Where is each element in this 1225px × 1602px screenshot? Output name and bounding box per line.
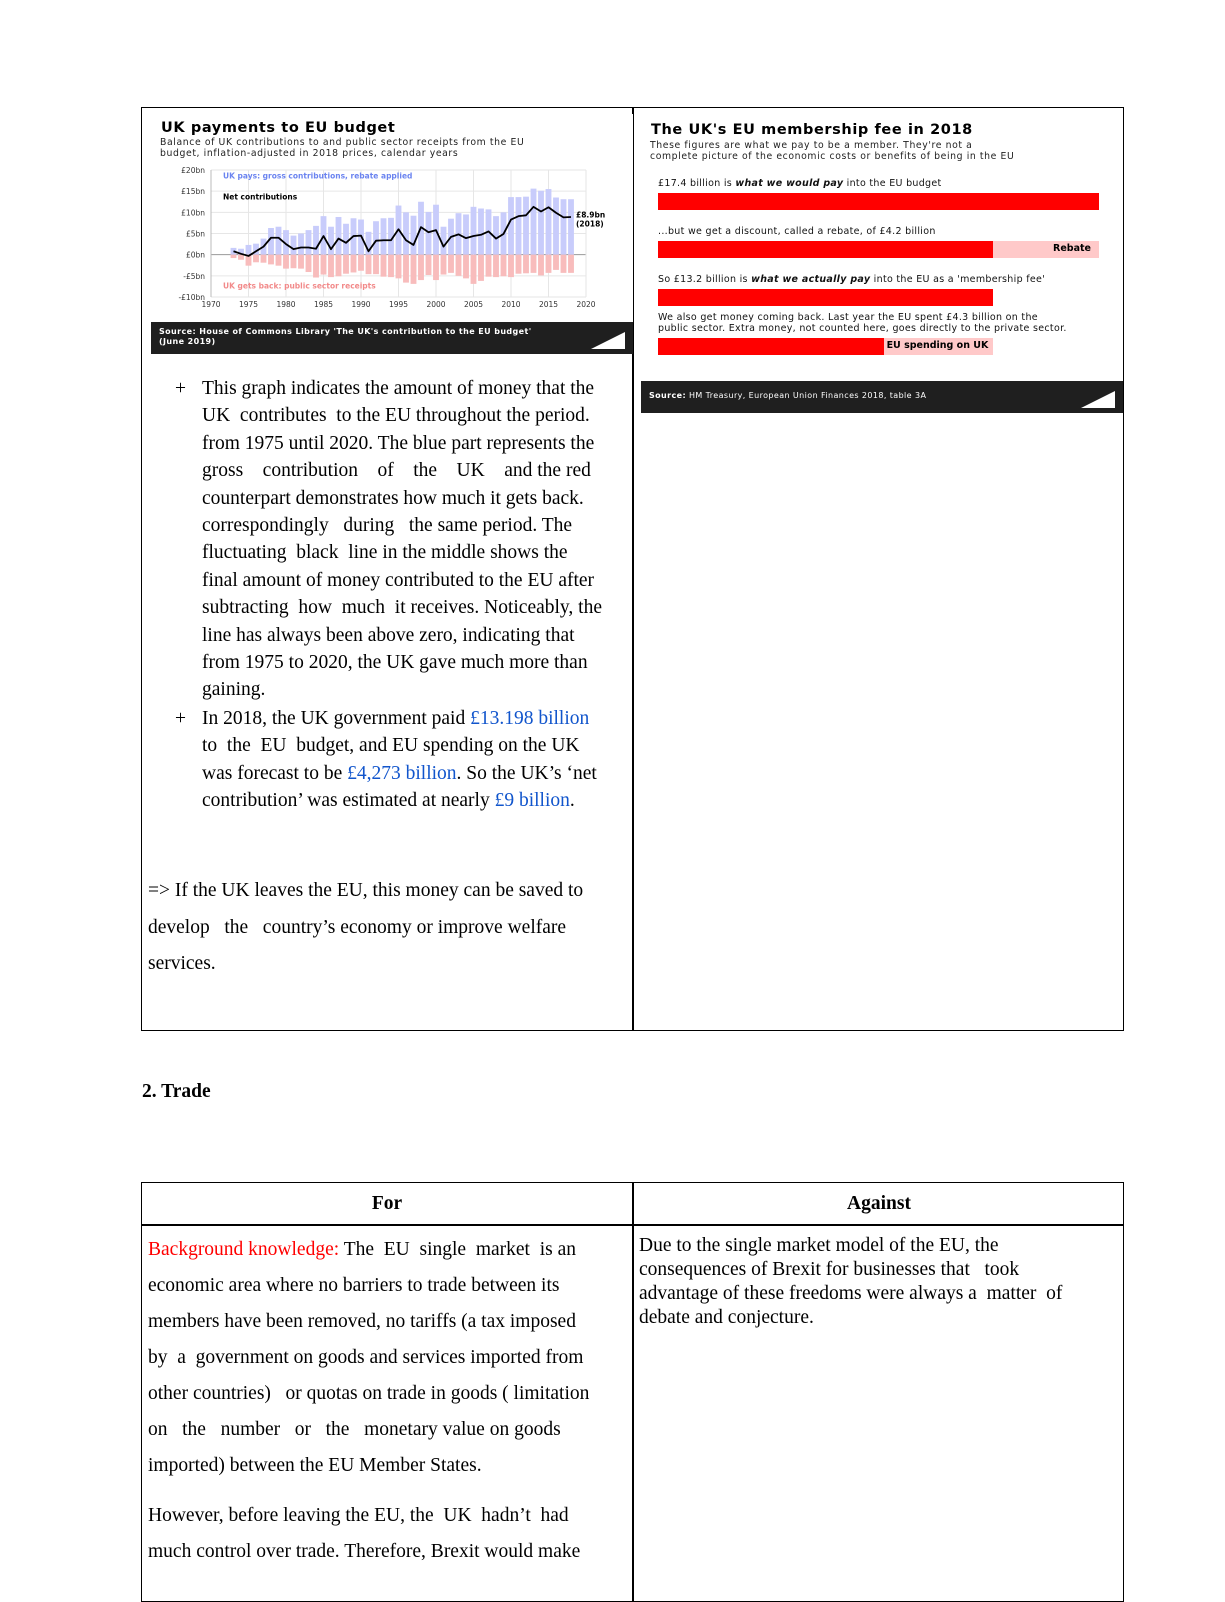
bar-public-receipts xyxy=(328,255,334,277)
bullet-line: counterpart demonstrates how much it gets back. xyxy=(202,487,584,509)
bullet-2018-figures xyxy=(175,705,632,815)
eu-spending-label: EU spending on UK xyxy=(886,340,989,351)
annotation-net: Net contributions xyxy=(223,192,298,202)
x-tick-label: 1980 xyxy=(276,300,296,309)
bar-gross-contribution xyxy=(463,214,469,254)
bar-public-receipts xyxy=(448,255,454,273)
for-line: by a government on goods and services imported from xyxy=(148,1347,584,1368)
bullet-line: to the EU budget, and EU spending on the UK xyxy=(202,735,580,757)
bar-gross-contribution xyxy=(403,212,409,254)
right-chart-source-bar xyxy=(641,381,1123,413)
bar-public-receipts xyxy=(441,255,447,275)
y-tick-label: -£5bn xyxy=(183,271,205,281)
bullet-marker: + xyxy=(175,708,186,729)
bar-public-receipts xyxy=(456,255,462,276)
x-tick-label: 1985 xyxy=(313,300,334,309)
bullet-line: gaining. xyxy=(202,679,266,701)
bar-public-receipts xyxy=(568,255,574,273)
bar-public-receipts xyxy=(493,255,499,277)
bar-public-receipts xyxy=(351,255,357,273)
left-chart-source-line: Source: House of Commons Library 'The UK's contribution to the EU budget' xyxy=(159,327,532,336)
bar-gross-contribution xyxy=(561,199,567,254)
bar-after-rebate xyxy=(658,241,993,258)
row-label-would-pay: £17.4 billion is what we would pay into the EU budget xyxy=(658,178,942,189)
bar-public-receipts xyxy=(418,255,424,280)
x-tick-label: 2015 xyxy=(538,300,559,309)
bar-public-receipts xyxy=(433,255,439,280)
against-line: debate and conjecture. xyxy=(639,1307,814,1328)
bar-public-receipts xyxy=(343,255,349,274)
for-cell-text xyxy=(148,1232,623,1570)
bar-gross-contribution xyxy=(276,227,282,255)
highlight-net-contribution: £9 billion xyxy=(494,790,570,812)
text: contribution’ was estimated at nearly xyxy=(202,790,495,812)
bar-public-receipts xyxy=(321,255,327,275)
bar-public-receipts xyxy=(486,255,492,277)
y-tick-label: £15bn xyxy=(181,187,205,197)
bar-gross-contribution xyxy=(298,234,304,255)
bar-gross-contribution xyxy=(381,218,387,254)
bar-gross-contribution xyxy=(568,199,574,254)
for-line: on the number or the monetary value on goods xyxy=(148,1419,561,1440)
bar-gross-contribution xyxy=(306,230,312,255)
bullet-line: This graph indicates the amount of money that the xyxy=(202,378,595,399)
bar-public-receipts xyxy=(531,255,537,273)
bullet-line: line has always been above zero, indicating that xyxy=(202,624,575,646)
y-tick-label: -£10bn xyxy=(178,293,205,302)
bar-public-receipts xyxy=(253,255,259,263)
y-tick-label: £0bn xyxy=(185,250,205,260)
bar-public-receipts xyxy=(283,255,289,269)
row-label-line: We also get money coming back. Last year the EU spent £4.3 billion on the xyxy=(658,312,1038,323)
highlight-eu-spending: £4,273 billion xyxy=(347,762,457,784)
bar-public-receipts xyxy=(298,255,304,269)
y-tick-label: £20bn xyxy=(181,166,205,175)
for-line: much control over trade. Therefore, Brexit would make xyxy=(148,1541,581,1562)
bar-gross-contribution xyxy=(516,197,522,255)
right-chart-subtitle-line: These figures are what we pay to be a member. They're not a xyxy=(650,140,973,151)
bar-public-receipts xyxy=(561,255,567,273)
left-chart-source-line: (June 2019) xyxy=(159,337,216,346)
against-line: advantage of these freedoms were always a matter of xyxy=(639,1283,1063,1304)
bar-public-receipts xyxy=(313,255,319,278)
right-chart-subtitle-line: complete picture of the economic costs or benefits of being in the EU xyxy=(650,150,1015,162)
bar-gross-contribution xyxy=(291,236,297,255)
bar-public-receipts xyxy=(291,255,297,269)
section-heading-trade: 2. Trade xyxy=(142,1081,211,1102)
bar-gross-contribution xyxy=(411,216,417,255)
bar-gross-contribution xyxy=(246,245,252,255)
bar-public-receipts xyxy=(478,255,484,281)
for-line: members have been removed, no tariffs (a tax imposed xyxy=(148,1311,576,1332)
for-line: Background knowledge: The EU single market is an xyxy=(148,1239,577,1260)
for-line: economic area where no barriers to trade between its xyxy=(148,1275,560,1296)
bar-public-receipts xyxy=(336,255,342,277)
bar-gross-contribution xyxy=(538,191,544,255)
bar-gross-contribution xyxy=(373,221,379,254)
x-tick-label: 1970 xyxy=(201,300,221,309)
bar-net-fee xyxy=(658,338,884,355)
highlight-amount-paid: £13.198 billion xyxy=(470,708,590,729)
bar-public-receipts xyxy=(388,255,394,277)
left-chart-title: UK payments to EU budget xyxy=(161,120,396,136)
row-label-actually-pay: So £13.2 billion is what we actually pay into the EU as a 'membership fee' xyxy=(658,274,1046,285)
bullet-line: fluctuating black line in the middle shows the xyxy=(202,542,568,564)
rebate-label: Rebate xyxy=(1053,243,1091,254)
full-fact-logo-icon xyxy=(1079,389,1117,409)
y-tick-label: £10bn xyxy=(181,208,205,218)
bar-public-receipts xyxy=(508,255,514,277)
bar-public-receipts xyxy=(471,255,477,284)
bar-would-pay xyxy=(658,193,1099,210)
bar-gross-contribution xyxy=(313,226,319,255)
left-chart-infographic xyxy=(151,114,633,354)
text: . xyxy=(569,790,575,812)
bullet-line: UK contributes to the EU throughout the period. xyxy=(202,405,590,427)
col-header-for: For xyxy=(371,1193,403,1214)
for-line: other countries) or quotas on trade in goods ( limitation xyxy=(148,1383,590,1404)
row-label-line: public sector. Extra money, not counted here, goes directly to the private sector. xyxy=(658,322,1067,334)
right-chart-subtitle xyxy=(650,141,1014,162)
bar-public-receipts xyxy=(306,255,312,272)
bullet-line xyxy=(202,705,632,732)
full-fact-logo-icon xyxy=(589,330,627,350)
text: In 2018, the UK government paid xyxy=(202,708,471,729)
bar-public-receipts xyxy=(403,255,409,283)
bar-public-receipts xyxy=(373,255,379,274)
bar-public-receipts xyxy=(516,255,522,274)
bar-public-receipts xyxy=(538,255,544,276)
bar-gross-contribution xyxy=(478,209,484,255)
for-line: imported) between the EU Member States. xyxy=(148,1455,482,1476)
bullet-line: from 1975 to 2020, the UK gave much more than xyxy=(202,652,588,674)
bullet-line xyxy=(202,787,632,814)
conclusion-paragraph xyxy=(148,873,628,983)
conclusion-line: services. xyxy=(148,953,216,974)
annotation-uk-gets-back: UK gets back: public sector receipts xyxy=(223,281,376,291)
bar-public-receipts xyxy=(426,255,432,275)
bar-public-receipts xyxy=(268,255,274,265)
conclusion-line: => If the UK leaves the EU, this money can be saved to xyxy=(148,880,584,901)
bar-public-receipts xyxy=(523,255,529,274)
background-knowledge-label: Background knowledge: xyxy=(148,1239,340,1260)
bullet-line: gross contribution of the UK and the red xyxy=(202,460,591,482)
right-chart-infographic xyxy=(641,114,1123,414)
against-line: consequences of Brexit for businesses that took xyxy=(639,1259,1020,1280)
bar-rebate-remainder xyxy=(993,241,1099,258)
bullet-text xyxy=(202,375,632,704)
bar-public-receipts xyxy=(358,255,364,271)
annotation-2018-value: £8.9bn xyxy=(576,210,606,220)
x-tick-label: 2005 xyxy=(463,300,484,309)
left-chart-subtitle-line: budget, inflation-adjusted in 2018 prices, calendar years xyxy=(160,147,459,159)
bar-public-receipts xyxy=(231,255,237,258)
table-divider xyxy=(632,1183,634,1601)
bar-public-receipts xyxy=(276,255,282,266)
bar-public-receipts xyxy=(553,255,559,270)
x-tick-label: 1990 xyxy=(351,300,371,309)
left-chart-source-bar xyxy=(151,322,633,354)
bar-public-receipts xyxy=(366,255,372,274)
bullet-line: subtracting how much it receives. Noticeably, the xyxy=(202,597,602,619)
bar-eu-spending-remainder xyxy=(884,338,993,355)
against-line: Due to the single market model of the EU, the xyxy=(639,1235,999,1256)
col-header-against: Against xyxy=(847,1193,911,1214)
right-chart-title: The UK's EU membership fee in 2018 xyxy=(651,122,973,138)
bar-gross-contribution xyxy=(336,217,342,255)
bullet-line: final amount of money contributed to the EU after xyxy=(202,569,595,591)
bar-gross-contribution xyxy=(508,197,514,255)
conclusion-line: develop the country’s economy or improve welfare xyxy=(148,916,567,938)
bar-gross-contribution xyxy=(343,224,349,255)
bar-public-receipts xyxy=(546,255,552,273)
annotation-2018-year: (2018) xyxy=(576,219,604,229)
left-chart-subtitle xyxy=(160,138,524,159)
row-label-money-back xyxy=(658,313,1067,334)
against-cell-text xyxy=(639,1234,1119,1330)
bar-gross-contribution xyxy=(531,189,537,255)
bullet-line: from 1975 until 2020. The blue part represents the xyxy=(202,432,595,454)
bar-gross-contribution xyxy=(546,189,552,255)
x-tick-label: 2000 xyxy=(426,300,446,309)
bar-gross-contribution xyxy=(471,207,477,255)
bar-public-receipts xyxy=(238,255,244,260)
x-tick-label: 2010 xyxy=(501,300,521,309)
bullet-graph-description xyxy=(175,375,632,704)
bar-public-receipts xyxy=(411,255,417,284)
x-tick-label: 1995 xyxy=(388,300,409,309)
bar-gross-contribution xyxy=(328,227,334,255)
for-line: However, before leaving the EU, the UK hadn’t had xyxy=(148,1505,569,1526)
left-chart-subtitle-line: Balance of UK contributions to and public sector receipts from the EU xyxy=(160,137,525,148)
table-header-divider xyxy=(142,1224,1123,1226)
bar-gross-contribution xyxy=(426,212,432,255)
bullet-line xyxy=(202,760,632,787)
annotation-uk-pays: UK pays: gross contributions, rebate applied xyxy=(223,171,413,181)
bar-gross-contribution xyxy=(523,197,529,255)
right-chart-source: Source: HM Treasury, European Union Finances 2018, table 3A xyxy=(649,391,927,400)
row-label-rebate: ...but we get a discount, called a rebate, of £4.2 billion xyxy=(658,226,936,237)
text: was forecast to be xyxy=(202,762,348,784)
bar-public-receipts xyxy=(396,255,402,279)
bar-public-receipts xyxy=(381,255,387,277)
bar-gross-contribution xyxy=(553,198,559,255)
bullet-line: correspondingly during the same period. The xyxy=(202,515,573,537)
text: . So the UK’s ‘net xyxy=(456,762,597,784)
bullet-marker: + xyxy=(175,378,186,399)
y-tick-label: £5bn xyxy=(185,229,205,239)
bar-membership-fee xyxy=(658,289,993,306)
x-tick-label: 2020 xyxy=(576,300,596,309)
x-tick-label: 1975 xyxy=(238,300,259,309)
bar-public-receipts xyxy=(261,255,267,263)
bar-public-receipts xyxy=(501,255,507,277)
bar-public-receipts xyxy=(463,255,469,279)
